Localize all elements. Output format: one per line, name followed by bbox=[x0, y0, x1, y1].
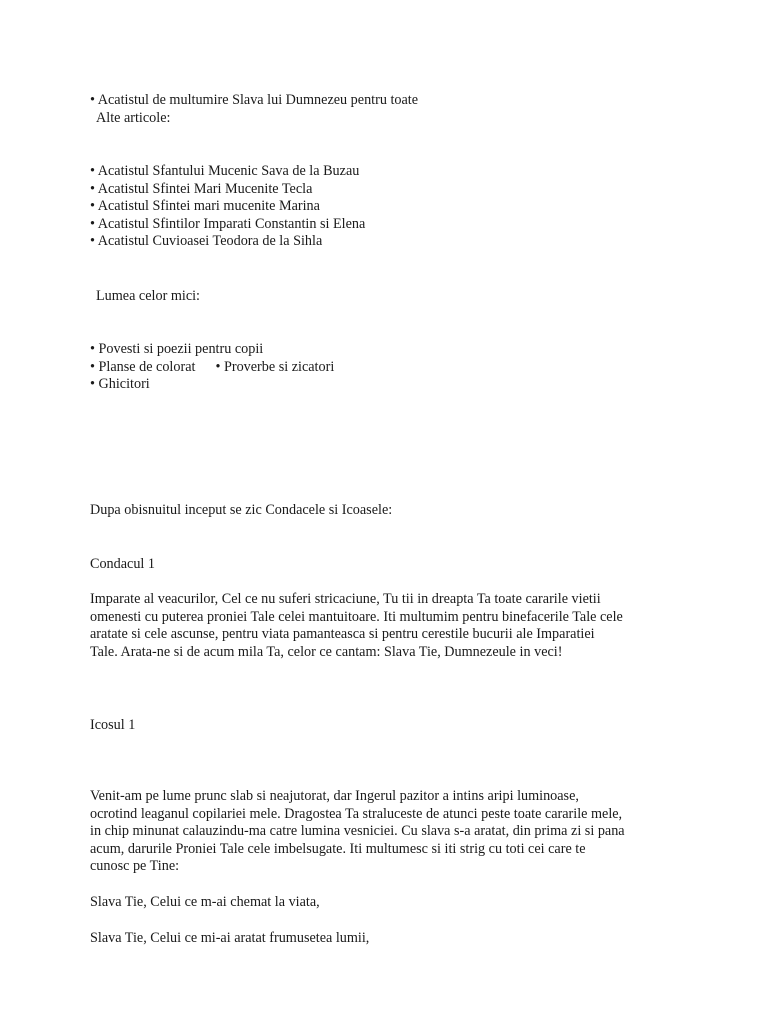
top-link-block bbox=[90, 92, 690, 127]
icos-paragraph bbox=[90, 788, 690, 876]
condac-line: Tale. Arata-ne si de acum mila Ta, celor ce cantam: Slava Tie, Dumnezeule in veci! bbox=[90, 643, 563, 660]
article-link[interactable]: • Acatistul Sfintilor Imparati Constantin si Elena bbox=[90, 215, 366, 232]
top-article-link[interactable]: • Acatistul de multumire Slava lui Dumnezeu pentru toate bbox=[90, 92, 419, 108]
kids-link-povesti[interactable]: • Povesti si poezii pentru copii bbox=[90, 341, 264, 357]
icos-line: ocrotind leaganul copilariei mele. Dragostea Ta straluceste de atunci peste toate cararile mele, bbox=[90, 805, 623, 822]
article-link[interactable]: • Acatistul Sfantului Mucenic Sava de la Buzau bbox=[90, 163, 360, 179]
lumea-heading: Lumea celor mici: bbox=[96, 288, 200, 304]
lumea-block bbox=[90, 288, 690, 306]
article-link[interactable]: • Acatistul Cuvioasei Teodora de la Sihla bbox=[90, 233, 323, 249]
kids-link-ghicitori[interactable]: • Ghicitori bbox=[90, 376, 150, 392]
alte-articole-heading: Alte articole: bbox=[96, 109, 171, 126]
condac-line: aratate si cele ascunse, pentru viata pamanteasca si pentru cerestile bucurii ale Imparatiei bbox=[90, 626, 595, 642]
article-link[interactable]: • Acatistul Sfintei Mari Mucenite Tecla bbox=[90, 180, 313, 197]
icos-line: acum, darurile Proniei Tale cele imbelsugate. Iti multumesc si iti strig cu toti cei care te bbox=[90, 840, 586, 857]
icos-line: Venit-am pe lume prunc slab si neajutorat, dar Ingerul pazitor a intins aripi luminoase, bbox=[90, 788, 579, 804]
icos-title: Icosul 1 bbox=[90, 717, 136, 733]
intro-text: Dupa obisnuitul inceput se zic Condacele si Icoasele: bbox=[90, 502, 393, 518]
kids-links bbox=[90, 341, 690, 394]
article-link[interactable]: • Acatistul Sfintei mari mucenite Marina bbox=[90, 198, 320, 214]
icos-line: cunosc pe Tine: bbox=[90, 858, 180, 874]
articles-list bbox=[90, 163, 690, 251]
kids-link-proverbe[interactable]: • Proverbe si zicatori bbox=[215, 358, 335, 375]
kids-link-planse[interactable]: • Planse de colorat bbox=[90, 358, 196, 375]
slava-line-1: Slava Tie, Celui ce m-ai chemat la viata, bbox=[90, 894, 320, 910]
slava-line-2: Slava Tie, Celui ce mi-ai aratat frumusetea lumii, bbox=[90, 930, 370, 946]
condac-line: Imparate al veacurilor, Cel ce nu suferi stricaciune, Tu tii in dreapta Ta toate cararile vietii bbox=[90, 591, 601, 607]
condac-line: omenesti cu puterea proniei Tale celei mantuitoare. Iti multumim pentru binefacerile Tale cele bbox=[90, 608, 623, 625]
condac-title: Condacul 1 bbox=[90, 556, 156, 572]
condac-paragraph bbox=[90, 591, 690, 661]
icos-line: in chip minunat calauzindu-ma catre lumina vesniciei. Cu slava s-a aratat, din prima zi si pana bbox=[90, 823, 625, 839]
